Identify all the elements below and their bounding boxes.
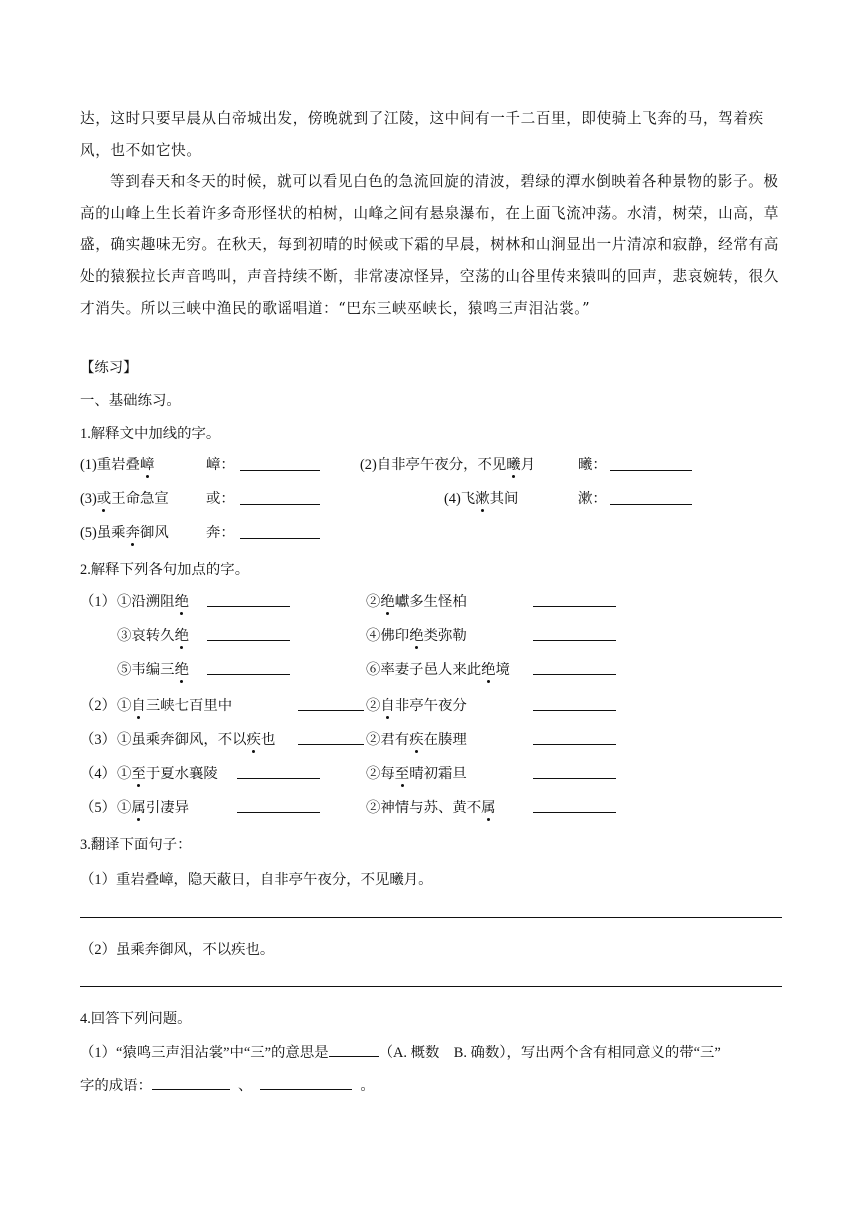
- q1-item-2-key: 曦：: [578, 457, 607, 473]
- q1-item-3: (3)或王命急宣: [80, 491, 169, 507]
- q4-line-2: 字的成语： 、 。: [80, 1074, 375, 1095]
- q1-item-3-key: 或：: [206, 491, 235, 507]
- question-3-title: 3.翻译下面句子：: [80, 837, 192, 853]
- q2-item-a: ①沿溯阻绝: [117, 594, 189, 610]
- q2-answer-blank[interactable]: [533, 640, 616, 641]
- q2-answer-blank[interactable]: [237, 812, 320, 813]
- q4-choice-blank[interactable]: [329, 1042, 379, 1057]
- q1-item-5-answer-blank[interactable]: [240, 538, 320, 539]
- q2-answer-blank[interactable]: [207, 674, 290, 675]
- q2-item-a: ①属引凄异: [117, 800, 189, 816]
- q2-row-number: （4）: [80, 766, 116, 782]
- question-1-title: 1.解释文中加线的字。: [80, 426, 221, 442]
- q4-idiom-blank-1[interactable]: [152, 1075, 230, 1090]
- question-4-title: 4.回答下列问题。: [80, 1011, 192, 1027]
- q2-item-b: ⑥率妻子邑人来此绝境: [366, 662, 510, 678]
- q3-sentence-1: （1）重岩叠嶂，隐天蔽日，自非亭午夜分，不见曦月。: [80, 872, 433, 888]
- q1-item-5-key: 奔：: [206, 525, 235, 541]
- q4-line-1: （1）“猿鸣三声泪沾裳”中“三”的意思是 （A. 概数 B. 确数），写出两个含有相同意义的带“三”: [80, 1041, 721, 1062]
- q2-item-a: ③哀转久绝: [117, 628, 189, 644]
- q2-item-b: ②绝巘多生怪柏: [366, 594, 467, 610]
- q2-item-b: ②神情与苏、黄不属: [366, 800, 496, 816]
- q2-answer-blank[interactable]: [298, 744, 364, 745]
- q2-item-b: ②每至晴初霜旦: [366, 766, 467, 782]
- q2-answer-blank[interactable]: [298, 710, 364, 711]
- q2-answer-blank[interactable]: [533, 674, 616, 675]
- q2-row-number: （3）: [80, 732, 116, 748]
- q1-item-1-key: 嶂：: [206, 457, 235, 473]
- q1-item-3-answer-blank[interactable]: [240, 504, 320, 505]
- q2-answer-blank[interactable]: [533, 606, 616, 607]
- q1-item-4-answer-blank[interactable]: [610, 504, 692, 505]
- q2-row-number: （2）: [80, 698, 116, 714]
- q2-answer-blank[interactable]: [533, 710, 616, 711]
- q1-item-4-key: 漱：: [578, 491, 607, 507]
- q2-item-b: ④佛印绝类弥勒: [366, 628, 467, 644]
- q2-answer-blank[interactable]: [237, 778, 320, 779]
- q2-item-b: ②君有疾在腠理: [366, 732, 467, 748]
- q1-item-1-answer-blank[interactable]: [240, 470, 320, 471]
- q1-item-2-answer-blank[interactable]: [610, 470, 692, 471]
- passage-paragraph-1: 达，这时只要早晨从白帝城出发，傍晚就到了江陵，这中间有一千二百里，即使骑上飞奔的马，驾着疾风，也不如它快。: [80, 110, 764, 159]
- section-heading: 【练习】: [80, 360, 138, 376]
- q1-item-4: (4)飞漱其间: [444, 491, 519, 507]
- part-heading: 一、基础练习。: [80, 393, 181, 409]
- q1-item-1: (1)重岩叠嶂: [80, 457, 155, 473]
- q2-item-a: ①自三峡七百里中: [117, 698, 233, 714]
- q3-sentence-2: （2）虽乘奔御风，不以疾也。: [80, 942, 275, 958]
- q1-item-5: (5)虽乘奔御风: [80, 525, 169, 541]
- q2-row-number: （5）: [80, 800, 116, 816]
- q2-item-a: ⑤韦编三绝: [117, 662, 189, 678]
- q2-answer-blank[interactable]: [207, 606, 290, 607]
- q2-answer-blank[interactable]: [207, 640, 290, 641]
- q2-answer-blank[interactable]: [533, 812, 616, 813]
- passage-paragraph-2: 等到春天和冬天的时候，就可以看见白色的急流回旋的清波，碧绿的潭水倒映着各种景物的影子。极高的山峰上生长着许多奇形怪状的柏树，山峰之间有悬泉瀑布，在上面飞流冲荡。水清，树荣，山高，草盛，确实趣味无穷。在秋天，每到初晴的时候或下霜的早晨，树林和山涧显出一片清凉和寂静，经常有高处的猿猴拉长声音鸣叫，声音持续不断，非常凄凉怪异，空荡的山谷里传来猿叫的回声，悲哀婉转，很久才消失。所以三峡中渔民的歌谣唱道：“巴东三峡巫峡长，猿鸣三声泪沾裳。”: [80, 173, 779, 317]
- q4-idiom-blank-2[interactable]: [260, 1075, 352, 1090]
- q2-row-number: （1）: [80, 594, 116, 610]
- q3-answer-line-2[interactable]: [80, 986, 782, 987]
- question-2-title: 2.解释下列各句加点的字。: [80, 562, 250, 578]
- q1-item-2: (2)自非亭午夜分，不见曦月: [360, 457, 536, 473]
- q2-answer-blank[interactable]: [533, 744, 616, 745]
- q3-answer-line-1[interactable]: [80, 917, 782, 918]
- q2-item-a: ①至于夏水襄陵: [117, 766, 218, 782]
- q2-answer-blank[interactable]: [533, 778, 616, 779]
- q2-item-a: ①虽乘奔御风，不以疾也: [117, 732, 276, 748]
- q2-item-b: ②自非亭午夜分: [366, 698, 467, 714]
